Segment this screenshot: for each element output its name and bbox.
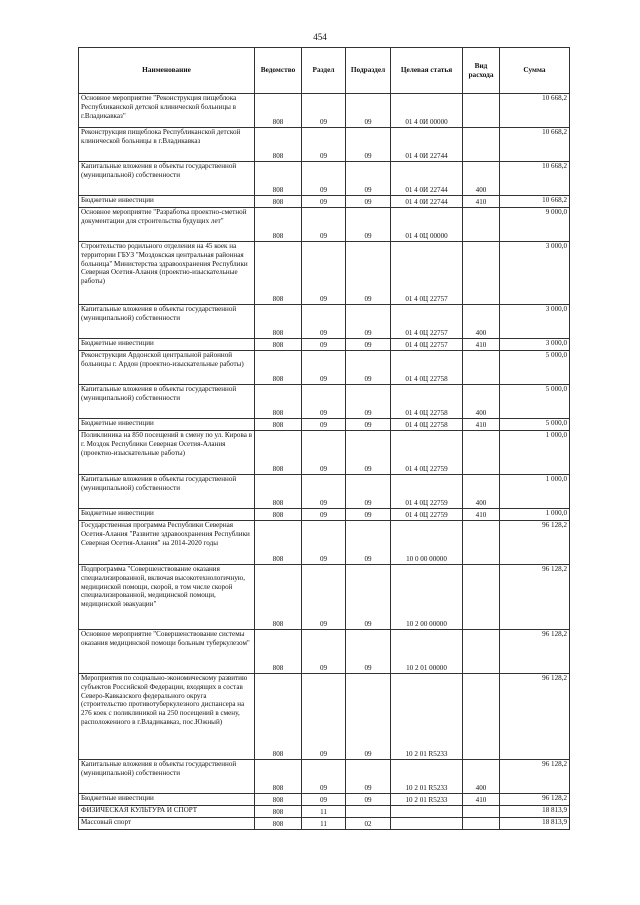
cell-dept: 808 bbox=[255, 794, 302, 806]
cell-sum: 10 668,2 bbox=[500, 94, 570, 128]
cell-sum: 18 813,9 bbox=[500, 806, 570, 818]
cell-name: Бюджетные инвестиции bbox=[79, 509, 255, 521]
cell-subsection: 09 bbox=[346, 94, 391, 128]
cell-section: 09 bbox=[302, 196, 346, 208]
cell-dept: 808 bbox=[255, 351, 302, 385]
table-row bbox=[79, 521, 570, 565]
cell-sum: 18 813,9 bbox=[500, 818, 570, 830]
cell-subsection: 09 bbox=[346, 475, 391, 509]
cell-dept: 808 bbox=[255, 818, 302, 830]
table-row bbox=[79, 630, 570, 674]
cell-dept: 808 bbox=[255, 630, 302, 674]
table-row bbox=[79, 419, 570, 431]
cell-name: Капитальные вложения в объекты государственной (муниципальной) собственности bbox=[79, 760, 255, 794]
cell-section: 09 bbox=[302, 760, 346, 794]
cell-sum: 9 000,0 bbox=[500, 208, 570, 242]
cell-name: Капитальные вложения в объекты государственной (муниципальной) собственности bbox=[79, 475, 255, 509]
cell-target: 10 2 01 00000 bbox=[391, 630, 463, 674]
cell-dept: 808 bbox=[255, 419, 302, 431]
cell-section: 09 bbox=[302, 431, 346, 475]
cell-subsection: 09 bbox=[346, 196, 391, 208]
cell-subsection: 09 bbox=[346, 431, 391, 475]
cell-section: 09 bbox=[302, 128, 346, 162]
table-row bbox=[79, 196, 570, 208]
cell-expense-type bbox=[463, 818, 500, 830]
cell-expense-type: 400 bbox=[463, 760, 500, 794]
cell-subsection: 09 bbox=[346, 128, 391, 162]
cell-name: Основное мероприятие "Реконструкция пищеблока Республиканской детской клинической больницы в г.Владикавказ" bbox=[79, 94, 255, 128]
cell-sum: 1 000,0 bbox=[500, 475, 570, 509]
table-body bbox=[79, 94, 570, 830]
cell-sum: 96 128,2 bbox=[500, 521, 570, 565]
cell-subsection: 09 bbox=[346, 565, 391, 630]
cell-target: 01 4 0Ц 22758 bbox=[391, 419, 463, 431]
cell-dept: 808 bbox=[255, 521, 302, 565]
cell-name: Массовый спорт bbox=[79, 818, 255, 830]
table-row bbox=[79, 242, 570, 305]
cell-subsection: 09 bbox=[346, 208, 391, 242]
cell-expense-type bbox=[463, 242, 500, 305]
cell-expense-type bbox=[463, 521, 500, 565]
cell-name: Мероприятия по социально-экономическому развитию субъектов Российской Федерации, входящих в состав Северо-Кавказского федерального округа (строительство противотуберкулезного диспансера на 276 коек с поликлиникой на 250 посещений в смену, расположенного в г.Владикавказ, пос.Южный) bbox=[79, 674, 255, 760]
cell-expense-type: 400 bbox=[463, 162, 500, 196]
cell-name: Подпрограмма "Совершенствование оказания специализированной, включая высокотехнологичную, медицинской помощи, скорой, в том числе скорой специализированной, медицинской помощи, медицинской эвакуации" bbox=[79, 565, 255, 630]
cell-subsection: 09 bbox=[346, 305, 391, 339]
cell-name: Реконструкция Ардонской центральной районной больницы г. Ардон (проектно-изыскательные работы) bbox=[79, 351, 255, 385]
cell-dept: 808 bbox=[255, 760, 302, 794]
cell-section: 09 bbox=[302, 351, 346, 385]
cell-sum: 96 128,2 bbox=[500, 794, 570, 806]
cell-target: 01 4 0Ц 22759 bbox=[391, 475, 463, 509]
cell-target: 01 4 0Ц 22759 bbox=[391, 431, 463, 475]
cell-name: ФИЗИЧЕСКАЯ КУЛЬТУРА И СПОРТ bbox=[79, 806, 255, 818]
cell-target: 01 4 0Ц 22757 bbox=[391, 305, 463, 339]
cell-section: 09 bbox=[302, 509, 346, 521]
table-row bbox=[79, 806, 570, 818]
cell-subsection: 09 bbox=[346, 509, 391, 521]
table-row bbox=[79, 475, 570, 509]
cell-sum: 5 000,0 bbox=[500, 351, 570, 385]
cell-name: Государственная программа Республики Северная Осетия-Алания "Развитие здравоохранения Республики Северная Осетия-Алания" на 2014-2020 годы bbox=[79, 521, 255, 565]
cell-subsection: 09 bbox=[346, 419, 391, 431]
cell-dept: 808 bbox=[255, 94, 302, 128]
header-section: Раздел bbox=[302, 48, 346, 94]
cell-dept: 808 bbox=[255, 305, 302, 339]
cell-dept: 808 bbox=[255, 806, 302, 818]
cell-sum: 1 000,0 bbox=[500, 431, 570, 475]
cell-dept: 808 bbox=[255, 674, 302, 760]
cell-expense-type bbox=[463, 431, 500, 475]
cell-sum: 3 000,0 bbox=[500, 242, 570, 305]
cell-section: 09 bbox=[302, 208, 346, 242]
cell-section: 09 bbox=[302, 242, 346, 305]
cell-section: 09 bbox=[302, 521, 346, 565]
table-row bbox=[79, 162, 570, 196]
cell-expense-type: 400 bbox=[463, 305, 500, 339]
cell-subsection: 09 bbox=[346, 794, 391, 806]
table-row bbox=[79, 760, 570, 794]
cell-expense-type: 410 bbox=[463, 794, 500, 806]
cell-target: 01 4 0Ц 22758 bbox=[391, 385, 463, 419]
cell-section: 11 bbox=[302, 806, 346, 818]
table-row bbox=[79, 94, 570, 128]
cell-sum: 10 668,2 bbox=[500, 128, 570, 162]
cell-expense-type bbox=[463, 208, 500, 242]
cell-section: 09 bbox=[302, 794, 346, 806]
cell-section: 09 bbox=[302, 305, 346, 339]
cell-expense-type bbox=[463, 674, 500, 760]
cell-dept: 808 bbox=[255, 208, 302, 242]
cell-sum: 96 128,2 bbox=[500, 674, 570, 760]
cell-section: 11 bbox=[302, 818, 346, 830]
cell-sum: 96 128,2 bbox=[500, 760, 570, 794]
page-number: 454 bbox=[313, 32, 327, 42]
cell-name: Капитальные вложения в объекты государственной (муниципальной) собственности bbox=[79, 385, 255, 419]
cell-section: 09 bbox=[302, 162, 346, 196]
cell-sum: 96 128,2 bbox=[500, 630, 570, 674]
cell-subsection bbox=[346, 806, 391, 818]
cell-target: 01 4 0И 22744 bbox=[391, 128, 463, 162]
cell-target: 01 4 0И 22744 bbox=[391, 196, 463, 208]
table-header-row bbox=[79, 48, 570, 94]
cell-section: 09 bbox=[302, 630, 346, 674]
cell-expense-type bbox=[463, 565, 500, 630]
cell-target: 01 4 0Ц 22759 bbox=[391, 509, 463, 521]
table-row bbox=[79, 674, 570, 760]
budget-table bbox=[78, 47, 570, 830]
cell-sum: 5 000,0 bbox=[500, 419, 570, 431]
cell-dept: 808 bbox=[255, 475, 302, 509]
table-row bbox=[79, 208, 570, 242]
cell-expense-type: 410 bbox=[463, 196, 500, 208]
cell-expense-type: 410 bbox=[463, 419, 500, 431]
cell-subsection: 09 bbox=[346, 385, 391, 419]
cell-subsection: 09 bbox=[346, 760, 391, 794]
cell-name: Бюджетные инвестиции bbox=[79, 196, 255, 208]
table-row bbox=[79, 509, 570, 521]
cell-target: 01 4 0И 00000 bbox=[391, 94, 463, 128]
cell-target: 10 2 01 R5233 bbox=[391, 760, 463, 794]
cell-name: Основное мероприятие "Разработка проектно-сметной документации для строительства будущих лет" bbox=[79, 208, 255, 242]
cell-name: Строительство родильного отделения на 45 коек на территории ГБУЗ "Моздокская центральная районная больница" Министерства здравоохранения Республики Северная Осетия-Алания (проектно-изыскательные работы) bbox=[79, 242, 255, 305]
table-row bbox=[79, 565, 570, 630]
cell-expense-type: 410 bbox=[463, 509, 500, 521]
cell-expense-type bbox=[463, 128, 500, 162]
cell-subsection: 09 bbox=[346, 242, 391, 305]
table-row bbox=[79, 351, 570, 385]
cell-target: 10 2 00 00000 bbox=[391, 565, 463, 630]
cell-target: 10 2 01 R5233 bbox=[391, 674, 463, 760]
cell-target bbox=[391, 818, 463, 830]
cell-section: 09 bbox=[302, 339, 346, 351]
cell-sum: 96 128,2 bbox=[500, 565, 570, 630]
cell-target: 01 4 0Ц 22758 bbox=[391, 351, 463, 385]
cell-subsection: 09 bbox=[346, 162, 391, 196]
cell-name: Бюджетные инвестиции bbox=[79, 339, 255, 351]
header-dept: Ведомство bbox=[255, 48, 302, 94]
cell-expense-type bbox=[463, 94, 500, 128]
cell-section: 09 bbox=[302, 385, 346, 419]
cell-expense-type bbox=[463, 806, 500, 818]
cell-expense-type bbox=[463, 351, 500, 385]
table-row bbox=[79, 385, 570, 419]
cell-section: 09 bbox=[302, 565, 346, 630]
cell-subsection: 09 bbox=[346, 630, 391, 674]
cell-subsection: 09 bbox=[346, 351, 391, 385]
cell-subsection: 09 bbox=[346, 674, 391, 760]
cell-target: 01 4 0Ц 00000 bbox=[391, 208, 463, 242]
cell-sum: 10 668,2 bbox=[500, 162, 570, 196]
cell-dept: 808 bbox=[255, 196, 302, 208]
table-row bbox=[79, 431, 570, 475]
cell-sum: 3 000,0 bbox=[500, 305, 570, 339]
cell-dept: 808 bbox=[255, 242, 302, 305]
cell-sum: 5 000,0 bbox=[500, 385, 570, 419]
cell-dept: 808 bbox=[255, 162, 302, 196]
header-expense-type: Вид расхода bbox=[463, 48, 500, 94]
cell-expense-type bbox=[463, 630, 500, 674]
cell-sum: 1 000,0 bbox=[500, 509, 570, 521]
cell-expense-type: 400 bbox=[463, 385, 500, 419]
cell-expense-type: 400 bbox=[463, 475, 500, 509]
cell-name: Основное мероприятие "Совершенствование системы оказания медицинской помощи больным туберкулезом" bbox=[79, 630, 255, 674]
header-sum: Сумма bbox=[500, 48, 570, 94]
cell-target: 10 0 00 00000 bbox=[391, 521, 463, 565]
table-row bbox=[79, 128, 570, 162]
cell-section: 09 bbox=[302, 419, 346, 431]
cell-subsection: 02 bbox=[346, 818, 391, 830]
cell-name: Бюджетные инвестиции bbox=[79, 419, 255, 431]
cell-sum: 10 668,2 bbox=[500, 196, 570, 208]
cell-name: Бюджетные инвестиции bbox=[79, 794, 255, 806]
cell-name: Капитальные вложения в объекты государственной (муниципальной) собственности bbox=[79, 305, 255, 339]
cell-section: 09 bbox=[302, 674, 346, 760]
header-target: Целевая статья bbox=[391, 48, 463, 94]
cell-dept: 808 bbox=[255, 509, 302, 521]
cell-name: Капитальные вложения в объекты государственной (муниципальной) собственности bbox=[79, 162, 255, 196]
cell-target: 01 4 0И 22744 bbox=[391, 162, 463, 196]
table-row bbox=[79, 305, 570, 339]
cell-subsection: 09 bbox=[346, 521, 391, 565]
cell-target: 01 4 0Ц 22757 bbox=[391, 242, 463, 305]
table-row bbox=[79, 339, 570, 351]
cell-dept: 808 bbox=[255, 339, 302, 351]
cell-name: Реконструкция пищеблока Республиканской детской клинической больницы в г.Владикавказ bbox=[79, 128, 255, 162]
cell-target: 10 2 01 R5233 bbox=[391, 794, 463, 806]
cell-subsection: 09 bbox=[346, 339, 391, 351]
cell-dept: 808 bbox=[255, 431, 302, 475]
cell-target: 01 4 0Ц 22757 bbox=[391, 339, 463, 351]
cell-target bbox=[391, 806, 463, 818]
cell-name: Поликлиника на 850 посещений в смену по ул. Кирова в г. Моздок Республики Северная Осетия-Алания (проектно-изыскательные работы) bbox=[79, 431, 255, 475]
cell-expense-type: 410 bbox=[463, 339, 500, 351]
cell-section: 09 bbox=[302, 475, 346, 509]
cell-section: 09 bbox=[302, 94, 346, 128]
header-subsection: Подраздел bbox=[346, 48, 391, 94]
table-row bbox=[79, 794, 570, 806]
header-name: Наименование bbox=[79, 48, 255, 94]
table-row bbox=[79, 818, 570, 830]
cell-dept: 808 bbox=[255, 565, 302, 630]
cell-sum: 3 000,0 bbox=[500, 339, 570, 351]
cell-dept: 808 bbox=[255, 128, 302, 162]
cell-dept: 808 bbox=[255, 385, 302, 419]
